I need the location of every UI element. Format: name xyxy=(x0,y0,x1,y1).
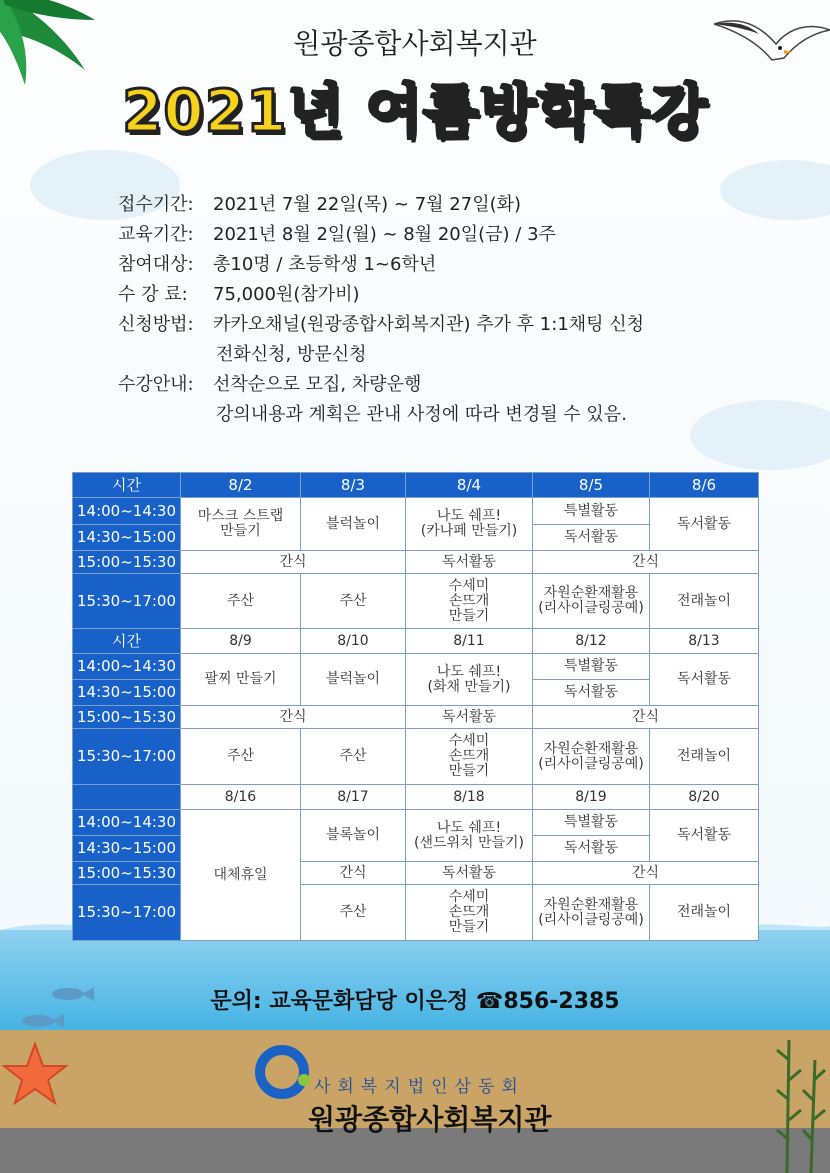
table-row xyxy=(73,551,759,574)
time-cell: 14:00~14:30 xyxy=(73,654,181,680)
table-row xyxy=(73,574,759,629)
date-cell: 8/10 xyxy=(301,629,406,654)
organization-name: 원광종합사회복지관 xyxy=(293,27,537,60)
organization-logo-icon xyxy=(254,1044,310,1100)
time-cell: 15:00~15:30 xyxy=(73,706,181,729)
table-row xyxy=(73,729,759,785)
date-cell: 8/19 xyxy=(533,785,650,810)
logo-subtitle: 사회복지법인삼동회 xyxy=(314,1077,525,1097)
date-cell: 8/13 xyxy=(650,629,759,654)
activity-cell: 독서활동 xyxy=(406,706,533,729)
time-cell: 15:30~17:00 xyxy=(73,574,181,629)
time-cell: 14:30~15:00 xyxy=(73,525,181,551)
date-cell: 8/17 xyxy=(301,785,406,810)
logo-organization-name: 원광종합사회복지관 xyxy=(308,1103,552,1136)
info-value: 2021년 7월 22일(목) ~ 7월 27일(화) xyxy=(213,194,522,215)
activity-cell: 블록놀이 xyxy=(301,810,406,862)
time-cell: 15:00~15:30 xyxy=(73,551,181,574)
date-cell: 8/16 xyxy=(181,785,301,810)
activity-cell: 주산 xyxy=(301,729,406,785)
snack-cell: 간식 xyxy=(181,551,406,574)
info-row-notice xyxy=(118,370,644,400)
table-row xyxy=(73,885,759,941)
snack-cell: 간식 xyxy=(533,551,759,574)
time-cell: 15:30~17:00 xyxy=(73,729,181,785)
info-label: 접수기간: xyxy=(118,194,194,215)
time-cell: 14:00~14:30 xyxy=(73,810,181,836)
time-cell: 15:30~17:00 xyxy=(73,885,181,941)
activity-cell: 독서활동 xyxy=(533,680,650,706)
schedule-table xyxy=(72,472,759,941)
info-row-fee xyxy=(118,280,644,310)
table-row xyxy=(73,706,759,729)
snack-cell: 간식 xyxy=(181,706,406,729)
info-label: 교육기간: xyxy=(118,224,194,245)
header-cell xyxy=(73,785,181,810)
header-cell: 시간 xyxy=(73,629,181,654)
activity-cell: 전래놀이 xyxy=(650,574,759,629)
activity-cell: 수세미 손뜨개 만들기 xyxy=(406,885,533,941)
info-value: 75,000원(참가비) xyxy=(213,284,360,305)
activity-cell: 블럭놀이 xyxy=(301,498,406,551)
info-continuation: 전화신청, 방문신청 xyxy=(216,344,367,365)
activity-cell: 주산 xyxy=(301,574,406,629)
title-main: 여름방학특강 xyxy=(365,77,708,145)
activity-cell: 독서활동 xyxy=(406,862,533,885)
info-block xyxy=(118,190,644,430)
activity-cell: 주산 xyxy=(301,885,406,941)
snack-cell: 간식 xyxy=(301,862,406,885)
info-row-target xyxy=(118,250,644,280)
activity-cell: 수세미 손뜨개 만들기 xyxy=(406,574,533,629)
activity-cell: 자원순환재활용 (리사이클링공예) xyxy=(533,729,650,785)
info-continuation: 강의내용과 계획은 관내 사정에 따라 변경될 수 있음. xyxy=(216,404,627,425)
activity-cell: 나도 쉐프! (카나페 만들기) xyxy=(406,498,533,551)
activity-cell: 나도 쉐프! (화채 만들기) xyxy=(406,654,533,706)
time-cell: 15:00~15:30 xyxy=(73,862,181,885)
date-cell: 8/20 xyxy=(650,785,759,810)
info-row-apply-method xyxy=(118,310,644,340)
info-row-edu-period xyxy=(118,220,644,250)
time-cell: 14:30~15:00 xyxy=(73,836,181,862)
table-header-row xyxy=(73,473,759,498)
table-row xyxy=(73,654,759,680)
info-row-apply-period xyxy=(118,190,644,220)
activity-cell: 독서활동 xyxy=(533,525,650,551)
info-label: 신청방법: xyxy=(118,314,194,335)
date-cell: 8/9 xyxy=(181,629,301,654)
activity-cell: 자원순환재활용 (리사이클링공예) xyxy=(533,574,650,629)
header-cell: 8/6 xyxy=(650,473,759,498)
info-value: 선착순으로 모집, 차량운행 xyxy=(213,374,422,395)
info-label: 수강안내: xyxy=(118,374,194,395)
activity-cell: 특별활동 xyxy=(533,654,650,680)
title-year: 2021년 xyxy=(122,77,345,145)
activity-cell: 마스크 스트랩 만들기 xyxy=(181,498,301,551)
activity-cell: 팔찌 만들기 xyxy=(181,654,301,706)
contact-line: 문의: 교육문화담당 이은정 ☎856-2385 xyxy=(210,989,620,1014)
activity-cell: 수세미 손뜨개 만들기 xyxy=(406,729,533,785)
activity-cell: 전래놀이 xyxy=(650,885,759,941)
table-row xyxy=(73,810,759,836)
header-cell: 8/2 xyxy=(181,473,301,498)
date-cell: 8/18 xyxy=(406,785,533,810)
table-header-row xyxy=(73,629,759,654)
snack-cell: 간식 xyxy=(533,706,759,729)
info-label: 수 강 료: xyxy=(118,284,188,305)
activity-cell: 특별활동 xyxy=(533,498,650,525)
activity-cell: 자원순환재활용 (리사이클링공예) xyxy=(533,885,650,941)
header-cell: 시간 xyxy=(73,473,181,498)
activity-cell: 독서활동 xyxy=(533,836,650,862)
header-cell: 8/3 xyxy=(301,473,406,498)
activity-cell: 전래놀이 xyxy=(650,729,759,785)
table-header-row xyxy=(73,785,759,810)
activity-cell: 특별활동 xyxy=(533,810,650,836)
info-value: 총10명 / 초등학생 1~6학년 xyxy=(213,254,437,275)
table-row xyxy=(73,862,759,885)
activity-cell: 독서활동 xyxy=(650,654,759,706)
table-row xyxy=(73,498,759,525)
activity-cell: 독서활동 xyxy=(406,551,533,574)
snack-cell: 간식 xyxy=(533,862,759,885)
header-cell: 8/4 xyxy=(406,473,533,498)
poster-title xyxy=(0,64,830,148)
date-cell: 8/11 xyxy=(406,629,533,654)
activity-cell: 나도 쉐프! (샌드위치 만들기) xyxy=(406,810,533,862)
activity-cell: 주산 xyxy=(181,574,301,629)
date-cell: 8/12 xyxy=(533,629,650,654)
activity-cell: 독서활동 xyxy=(650,810,759,862)
seaweed-icon xyxy=(775,1040,830,1173)
activity-cell: 주산 xyxy=(181,729,301,785)
starfish-icon xyxy=(0,1040,70,1110)
holiday-cell: 대체휴일 xyxy=(181,810,301,941)
header-cell: 8/5 xyxy=(533,473,650,498)
info-value: 카카오채널(원광종합사회복지관) 추가 후 1:1채팅 신청 xyxy=(213,314,645,335)
activity-cell: 블럭놀이 xyxy=(301,654,406,706)
activity-cell: 독서활동 xyxy=(650,498,759,551)
time-cell: 14:00~14:30 xyxy=(73,498,181,525)
info-value: 2021년 8월 2일(월) ~ 8월 20일(금) / 3주 xyxy=(213,224,556,245)
time-cell: 14:30~15:00 xyxy=(73,680,181,706)
info-label: 참여대상: xyxy=(118,254,194,275)
